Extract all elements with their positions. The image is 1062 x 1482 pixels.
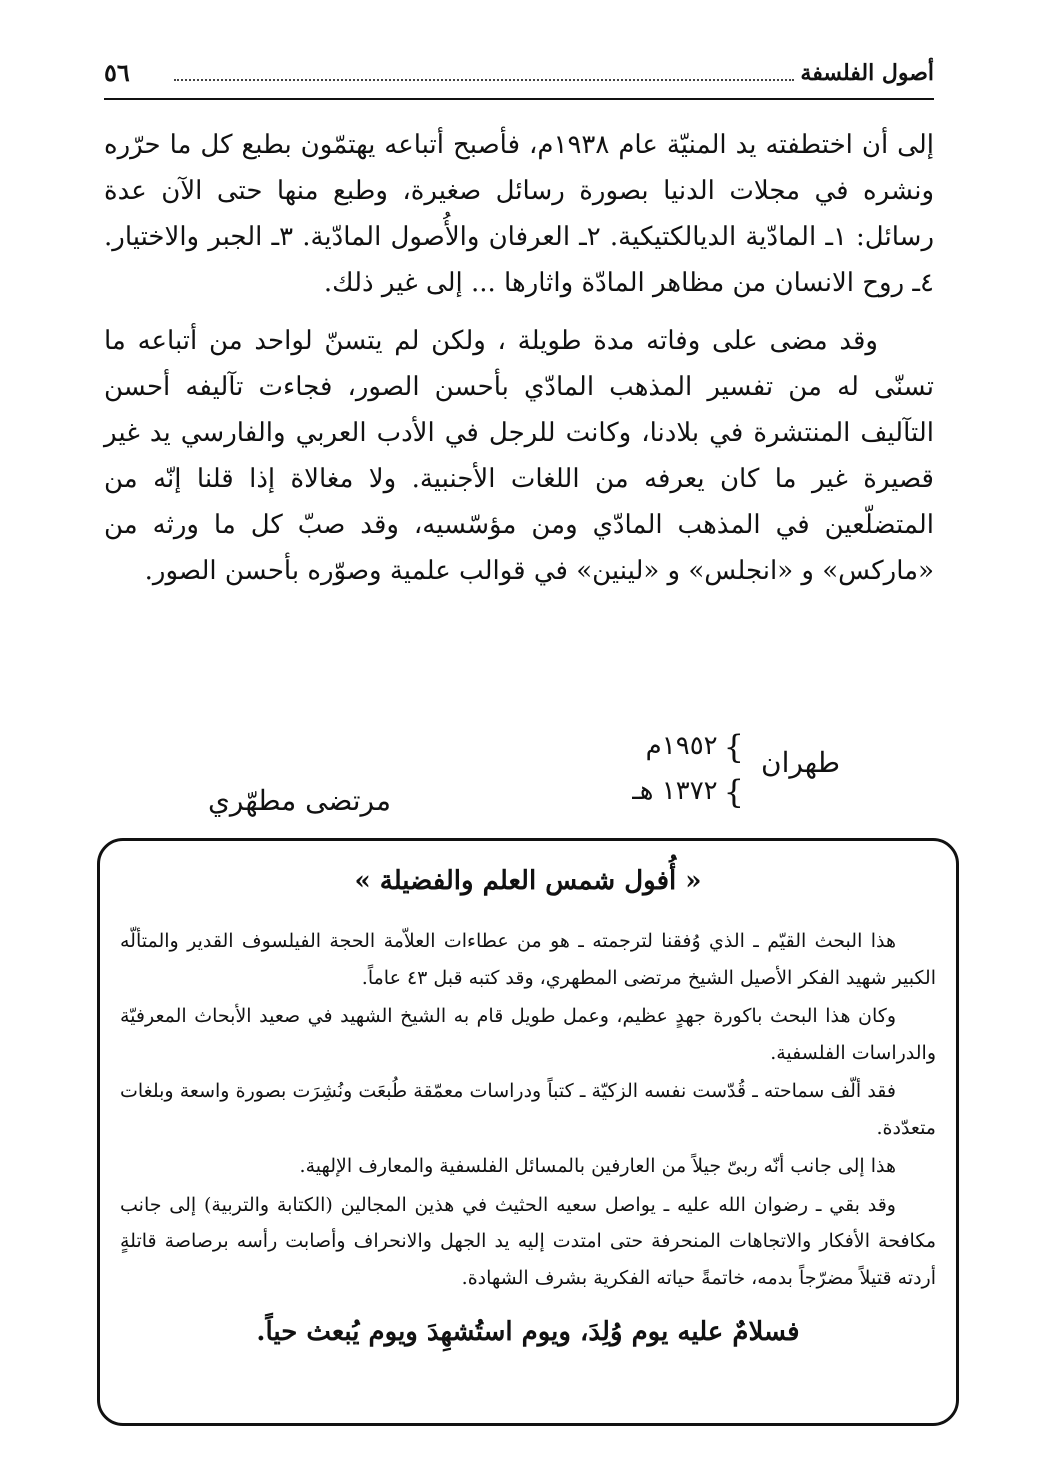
tribute-closing: فسلامٌ عليه يوم وُلِدَ، ويوم استُشهِدَ ويوم يُبعث حياً. <box>256 1317 800 1347</box>
signature-city: طهران <box>761 746 840 779</box>
tribute-paragraph: وقد بقي ـ رضوان الله عليه ـ يواصل سعيه الحثيث في هذين المجالين (الكتابة والتربية) إلى جانب مكافحة الأفكار والاتجاهات المنحرفة حتى امتدت إليه يد الجهل والانحراف وأصابت رأسه برصاصة قاتلةٍ أردته قتيلاً مضرّجاً بدمه، خاتمةً حياته الفكرية بشرف الشهادة. <box>120 1193 936 1289</box>
header-rule <box>104 98 934 100</box>
signature-block <box>104 718 934 828</box>
main-text <box>104 122 934 606</box>
tribute-paragraph: فقد ألّف سماحته ـ قُدّست نفسه الزكيّة ـ كتباً ودراسات معمّقة طُبعَت ونُشِرَت بصورة واسعة وبلغات متعدّدة. <box>120 1080 936 1139</box>
running-title: أصول الفلسفة <box>800 60 934 86</box>
tribute-text <box>120 923 936 1296</box>
tribute-title: « أُفول شمس العلم والفضيلة » <box>354 866 702 896</box>
page-number: ٥٦ <box>104 58 130 87</box>
brace-glyph: } <box>723 773 744 811</box>
header-dotted-leader <box>174 79 794 81</box>
date-hijri: ١٣٧٢ هـ <box>632 776 718 806</box>
tribute-box <box>97 838 959 1426</box>
date-gregorian: ١٩٥٢م <box>645 731 718 761</box>
tribute-paragraph: هذا البحث القيّم ـ الذي وُفقنا لترجمته ـ هو من عطاءات العلاّمة الحجة الفيلسوف القدير والمتألّه الكبير شهيد الفكر الأصيل الشيخ مرتضى المطهري، وقد كتبه قبل ٤٣ عاماً. <box>120 930 936 989</box>
paragraph: إلى أن اختطفته يد المنيّة عام ١٩٣٨م، فأصبح أتباعه يهتمّون بطبع كل ما حرّره ونشره في مجلات الدنيا بصورة رسائل صغيرة، وطبع منها حتى الآن عدة رسائل: ١ـ المادّية الديالكتيكية. ٢ـ العرفان والأُصول المادّية. ٣ـ الجبر والاختيار. ٤ـ روح الانسان من مظاهر المادّة واثارها ... إلى غير ذلك. <box>104 130 934 298</box>
brace-glyph: } <box>723 728 744 766</box>
signature-author: مرتضى مطهّري <box>208 784 391 817</box>
tribute-paragraph: وكان هذا البحث باكورة جهدٍ عظيم، وعمل طويل قام به الشيخ الشهيد في صعيد الأبحاث المعرفيّة والدراسات الفلسفية. <box>120 1005 936 1064</box>
page-header <box>104 55 934 95</box>
signature-dates <box>632 724 744 814</box>
tribute-paragraph: هذا إلى جانب أنّه ربىّ جيلاً من العارفين بالمسائل الفلسفية والمعارف الإلهية. <box>299 1155 896 1177</box>
paragraph: وقد مضى على وفاته مدة طويلة ، ولكن لم يتسنّ لواحد من أتباعه ما تسنّى له من تفسير المذهب المادّي بأحسن الصور، فجاءت تآليفه أحسن التآليف المنتشرة في بلادنا، وكانت للرجل في الأدب العربي والفارسي يد غير قصيرة غير ما كان يعرفه من اللغات الأجنبية. ولا مغالاة إذا قلنا إنّه من المتضلّعين في المذهب المادّي ومن مؤسّسيه، وقد صبّ كل ما ورثه من «ماركس» و «انجلس» و «لينين» في قوالب علمية وصوّره بأحسن الصور. <box>104 326 934 586</box>
